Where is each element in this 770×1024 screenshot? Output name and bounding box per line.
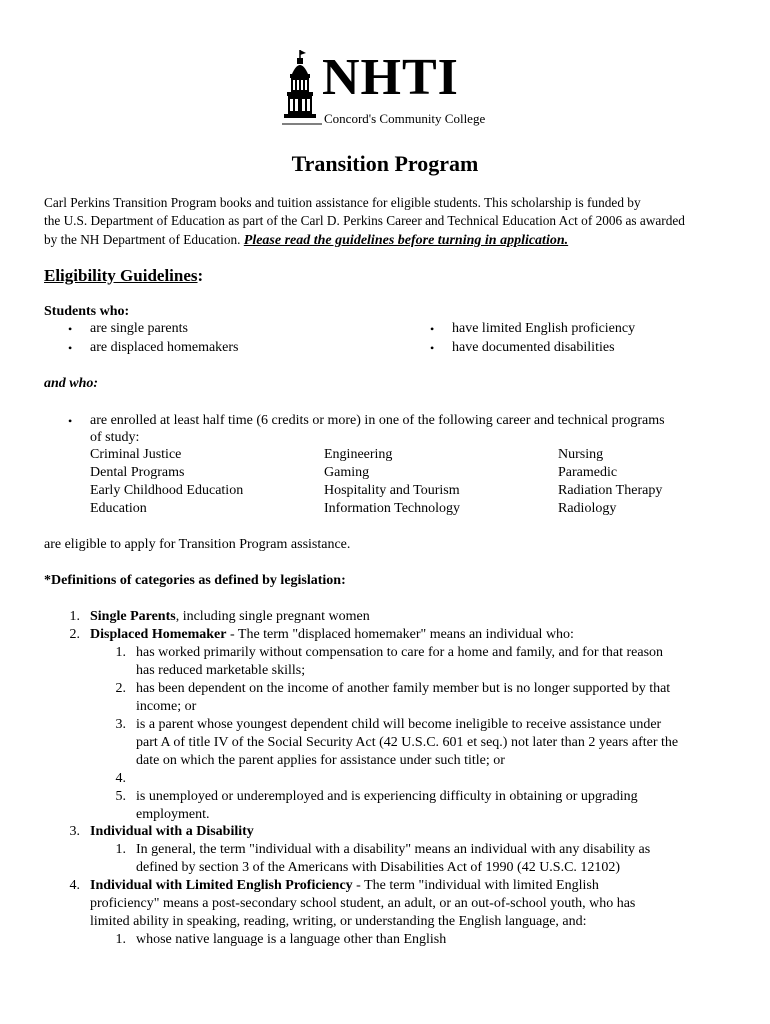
definition-term: Displaced Homemaker [90, 627, 227, 642]
sub-item-line: is unemployed or underemployed and is experiencing difficulty in obtaining or upgrading [136, 789, 638, 804]
definition-item-1 [90, 608, 370, 626]
enrolled-line-1: are enrolled at least half time (6 credits or more) in one of the following career and technical programs [90, 413, 665, 428]
eligible-line: are eligible to apply for Transition Program assistance. [44, 537, 351, 552]
eligibility-heading-colon: : [197, 266, 204, 285]
definition-text: - The term "displaced homemaker" means an individual who: [226, 627, 574, 642]
program-item: Engineering [324, 447, 393, 462]
list-number: 5. [115, 789, 126, 804]
intro-line-3 [44, 230, 568, 251]
left-bullet-1: are single parents [90, 321, 188, 336]
right-bullet-2: have documented disabilities [452, 340, 615, 355]
sub-item-line: has reduced marketable skills; [136, 663, 306, 678]
program-item: Gaming [324, 465, 370, 480]
list-number: 2. [69, 627, 80, 642]
program-item: Paramedic [558, 465, 618, 480]
list-number: 3. [69, 824, 80, 839]
program-item: Radiology [558, 501, 617, 516]
enrolled-line-2: of study: [90, 430, 140, 445]
list-number: 1. [69, 609, 80, 624]
sub-item-line: income; or [136, 699, 197, 714]
sub-item-line: part A of title IV of the Social Security Act (42 U.S.C. 601 et seq.) not later than 2 years after the [136, 735, 679, 750]
program-item: Education [90, 501, 147, 516]
bullet-icon: • [68, 341, 73, 355]
program-item: Hospitality and Tourism [324, 483, 460, 498]
bullet-icon: • [430, 322, 435, 336]
definition-item-4 [90, 877, 599, 895]
program-item: Early Childhood Education [90, 483, 244, 498]
program-item: Dental Programs [90, 465, 185, 480]
intro-line-2: the U.S. Department of Education as part of the Carl D. Perkins Career and Technical Education Act of 2006 as awarded [44, 213, 685, 228]
definition-item-2 [90, 626, 574, 644]
definition-term: Single Parents [90, 609, 176, 624]
eligibility-heading-text: Eligibility Guidelines [44, 266, 198, 285]
bullet-icon: • [68, 322, 73, 336]
and-who-label: and who: [44, 376, 99, 391]
bullet-icon: • [68, 414, 73, 428]
eligibility-heading [44, 266, 203, 286]
program-item: Information Technology [324, 501, 461, 516]
students-who-label: Students who: [44, 304, 130, 319]
sub-item-line: employment. [136, 807, 210, 822]
sub-item-line: whose native language is a language other than English [136, 932, 447, 947]
definitions-heading: *Definitions of categories as defined by legislation: [44, 573, 346, 588]
right-bullet-1: have limited English proficiency [452, 321, 636, 336]
intro-line-3-text: by the NH Department of Education. [44, 232, 241, 247]
list-number: 2. [115, 681, 126, 696]
sub-item-line: In general, the term "individual with a disability" means an individual with any disability as [136, 842, 651, 857]
dome-icon [282, 48, 322, 128]
definition-term: Individual with a Disability [90, 824, 254, 839]
definition-term: Individual with Limited English Proficiency [90, 878, 353, 893]
list-number: 3. [115, 717, 126, 732]
list-number: 1. [115, 645, 126, 660]
left-bullet-2: are displaced homemakers [90, 340, 239, 355]
list-number: 1. [115, 932, 126, 947]
sub-item-line: date on which the parent applies for assistance under such title; or [136, 753, 505, 768]
intro-emphasis: Please read the guidelines before turning in application. [243, 233, 569, 248]
bullet-icon: • [430, 341, 435, 355]
definition-text: - The term "individual with limited English [352, 878, 599, 893]
logo-subtitle: Concord's Community College [324, 111, 486, 126]
nhti-logo [282, 48, 492, 130]
sub-item-line: defined by section 3 of the Americans with Disabilities Act of 1990 (42 U.S.C. 12102) [136, 860, 621, 875]
program-item: Radiation Therapy [558, 483, 663, 498]
list-number: 4. [115, 771, 126, 786]
sub-item-line: has worked primarily without compensation to care for a home and family, and for that reason [136, 645, 664, 660]
definition-line: limited ability in speaking, reading, writing, or understanding the English language, and: [90, 914, 587, 929]
list-number: 1. [115, 842, 126, 857]
logo-wordmark: NHTI [322, 49, 459, 106]
program-item: Nursing [558, 447, 604, 462]
sub-item-line: is a parent whose youngest dependent child will become ineligible to receive assistance under [136, 717, 662, 732]
definition-line: proficiency" means a post-secondary school student, an adult, or an out-of-school youth, who has [90, 896, 636, 911]
sub-item-line: has been dependent on the income of another family member but is no longer supported by that [136, 681, 671, 696]
program-item: Criminal Justice [90, 447, 182, 462]
definition-text: , including single pregnant women [175, 609, 370, 624]
list-number: 4. [69, 878, 80, 893]
page-title: Transition Program [291, 151, 479, 176]
intro-line-1: Carl Perkins Transition Program books and tuition assistance for eligible students. This scholarship is funded by [44, 195, 641, 210]
